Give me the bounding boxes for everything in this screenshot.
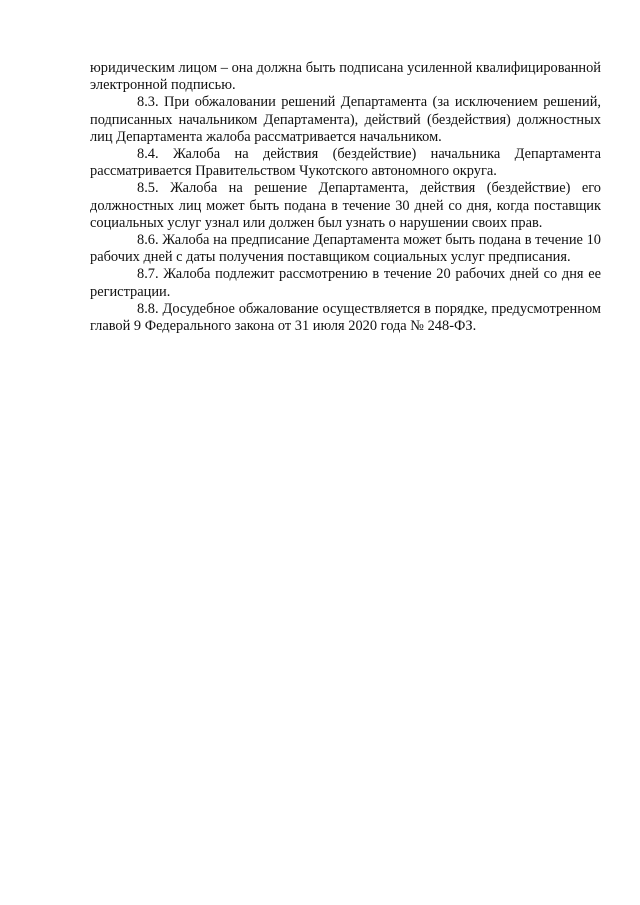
paragraph-continuation: юридическим лицом – она должна быть подписана усиленной квалифицированной электронной подписью. [90,60,601,94]
paragraph-8-6: 8.6. Жалоба на предписание Департамента может быть подана в течение 10 рабочих дней с даты получения поставщиком социальных услуг предписания. [90,232,601,266]
paragraph-8-5: 8.5. Жалоба на решение Департамента, действия (бездействие) его должностных лиц может быть подана в течение 30 дней со дня, когда поставщик социальных услуг узнал или должен был узнать о нарушении своих прав. [90,180,601,231]
paragraph-8-3: 8.3. При обжаловании решений Департамента (за исключением решений, подписанных начальником Департамента), действий (бездействия) должностных лиц Департамента жалоба рассматривается начальником. [90,94,601,145]
paragraph-8-7: 8.7. Жалоба подлежит рассмотрению в течение 20 рабочих дней со дня ее регистрации. [90,266,601,300]
paragraph-8-4: 8.4. Жалоба на действия (бездействие) начальника Департамента рассматривается Правительством Чукотского автономного округа. [90,146,601,180]
document-body [90,60,601,335]
paragraph-8-8: 8.8. Досудебное обжалование осуществляется в порядке, предусмотренном главой 9 Федерального закона от 31 июля 2020 года № 248-ФЗ. [90,300,601,335]
